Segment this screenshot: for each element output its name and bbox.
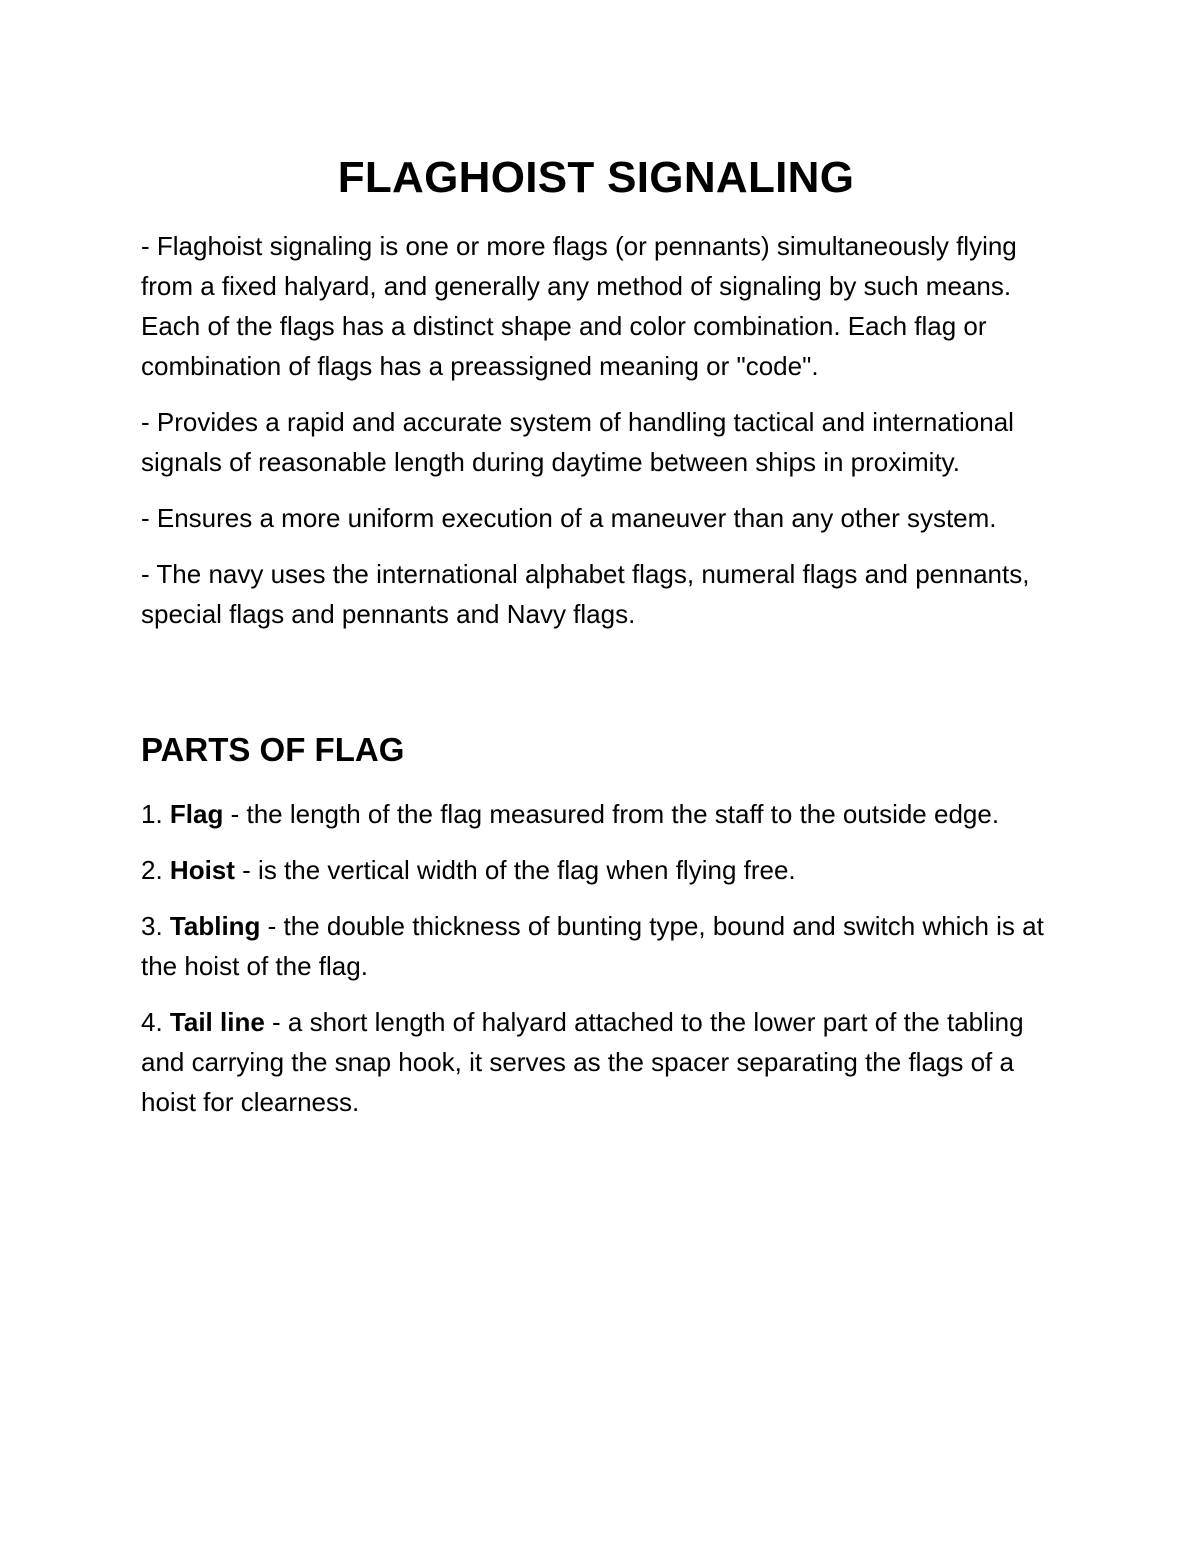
section-title-parts-of-flag: PARTS OF FLAG bbox=[141, 731, 405, 768]
item-term: Hoist bbox=[169, 855, 235, 885]
item-definition: - a short length of halyard attached to the lower part of the tabling and carrying the snap hook, it serves as the spacer separating the flags of a hoist for clearness. bbox=[141, 1007, 1024, 1117]
item-term: Tabling bbox=[169, 911, 261, 941]
item-number: 2. bbox=[141, 855, 163, 885]
item-number: 1. bbox=[141, 799, 163, 829]
paragraph-uniform-execution: - Ensures a more uniform execution of a maneuver than any other system. bbox=[141, 503, 997, 533]
paragraph-navy-flags: - The navy uses the international alphabet flags, numeral flags and pennants, special flags and pennants and Navy flags. bbox=[141, 559, 1030, 629]
list-item-tail-line bbox=[141, 1002, 1051, 1122]
item-number: 3. bbox=[141, 911, 163, 941]
item-definition: - is the vertical width of the flag when flying free. bbox=[242, 855, 796, 885]
paragraph-rapid-system: - Provides a rapid and accurate system of handling tactical and international signals of reasonable length during daytime between ships in proximity. bbox=[141, 407, 1014, 477]
paragraph-definition: - Flaghoist signaling is one or more flags (or pennants) simultaneously flying from a fixed halyard, and generally any method of signaling by such means. Each of the flags has a distinct shape and color combination. Each flag or combination of flags has a preassigned meaning or "code". bbox=[141, 231, 1017, 381]
list-item-tabling bbox=[141, 906, 1051, 986]
item-definition: - the double thickness of bunting type, bound and switch which is at the hoist of the flag. bbox=[141, 911, 1044, 981]
document-title: FLAGHOIST SIGNALING bbox=[337, 153, 855, 202]
document-page bbox=[141, 150, 1051, 1138]
item-term: Flag bbox=[169, 799, 224, 829]
item-term: Tail line bbox=[169, 1007, 265, 1037]
item-definition: - the length of the flag measured from the staff to the outside edge. bbox=[230, 799, 1000, 829]
list-item-flag bbox=[141, 794, 1051, 834]
item-number: 4. bbox=[141, 1007, 163, 1037]
list-item-hoist bbox=[141, 850, 1051, 890]
